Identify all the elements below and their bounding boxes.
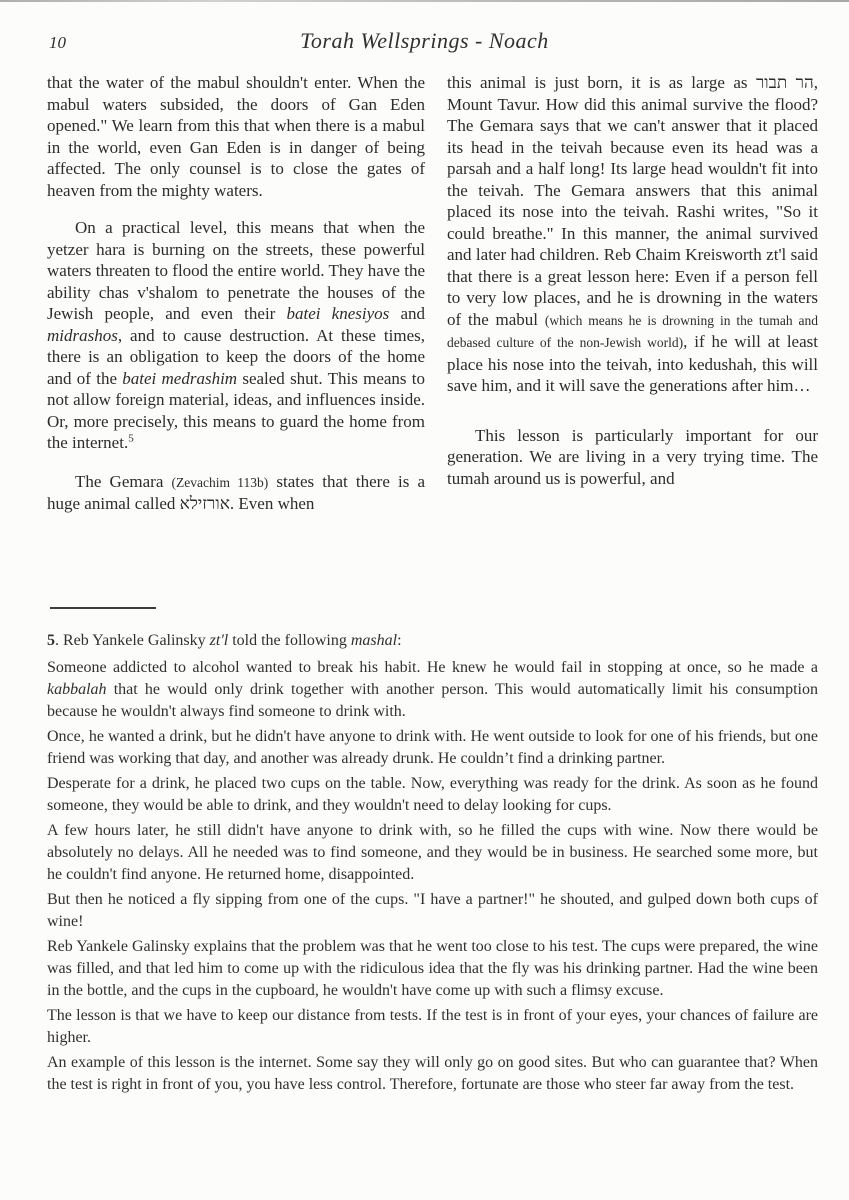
italic-term: batei knesiyos [286, 304, 390, 323]
page-number: 10 [49, 33, 66, 52]
footnote-paragraph: Desperate for a drink, he placed two cups on the table. Now, everything was ready for the drink. As soon as he found someone, they would be able to drink, and they wouldn't need to delay looking for cups. [47, 775, 818, 814]
text-segment: On a practical level, this means that when the yetzer hara is burning on the streets, these powerful waters threaten to flood the entire world. They have the ability chas v'shalom to penetrate the houses of the Jewish people, and even their [47, 218, 425, 323]
page-title: Torah Wellsprings - Noach [300, 28, 549, 53]
text-segment: Someone addicted to alcohol wanted to break his habit. He knew he would fail in stopping at once, so he made a [47, 659, 818, 676]
text-segment: , if he will at least place his nose into the teivah, into kedushah, this will save him, and it will save the generations after him… [447, 332, 818, 395]
italic-term: kabbalah [47, 681, 107, 698]
text-segment: : [397, 632, 402, 649]
scan-edge [0, 0, 849, 2]
parenthetical-note: (which means he is drowning in the tumah and debased culture of the non-Jewish world) [447, 312, 818, 350]
hebrew-text: הר תבור [755, 73, 814, 92]
footnote-paragraph: A few hours later, he still didn't have anyone to drink with, so he filled the cups with wine. Now there would be absolutely no delays. All he needed was to find someone, and they would be in business. He searched some more, but he couldn't find anyone. He returned home, disappointed. [47, 822, 818, 883]
text-segment: sealed shut. This means to not allow foreign material, ideas, and influences inside. Or, more precisely, this means to guard the home from the internet. [47, 368, 426, 452]
footnote-intro [47, 630, 818, 652]
footnotes-section [47, 630, 818, 1099]
body-paragraph: that the water of the mabul shouldn't enter. When the mabul waters subsided, the doors of Gan Eden opened." We learn from this that when there is a mabul in the world, even Gan Eden is in danger of being affected. The only counsel is to close the gates of heaven from the mighty waters. [47, 73, 425, 200]
talmud-citation: (Zevachim 113b) [171, 474, 269, 490]
body-paragraph: This lesson is particularly important for our generation. We are living in a very trying time. The tumah around us is powerful, and [447, 425, 818, 488]
text-segment: states that there is a huge animal called [47, 471, 426, 513]
footnote-paragraph [47, 657, 818, 723]
hebrew-text: אורזילא [179, 494, 230, 513]
footnote-number: 5 [47, 632, 55, 649]
text-segment: this animal is just born, it is as large as [447, 73, 756, 92]
text-segment: The Gemara [75, 471, 172, 491]
text-segment: , and to cause destruction. At these times, there is an obligation to keep the doors of the home and of the [47, 325, 425, 388]
footnote-paragraph: Reb Yankele Galinsky explains that the problem was that he went too close to his test. The cups were prepared, the wine was filled, and that led him to come up with the ridiculous idea that the fly was his drinking partner. Had the wine been in the bottle, and the cups in the cupboard, he wouldn't have come up with such a flimsy excuse. [47, 938, 818, 999]
body-paragraph [47, 217, 425, 454]
text-segment: , Mount Tavur. How did this animal survive the flood? The Gemara says that we can't answer that it placed its head in the teivah because even its head was a parsah and a half long! Its large head wouldn't fit into the teivah. The Gemara answers that this animal placed its nose into the teivah. Rashi writes, "So it could breathe." In this manner, the animal survived and later had children. Reb Chaim Kreisworth zt'l said that there is a great lesson here: Even if a person fell to very low places, and he is drowning in the waters of the mabul [447, 73, 818, 329]
text-segment: told the following [228, 632, 351, 649]
text-segment: . Even when [229, 494, 315, 513]
body-paragraph [47, 471, 425, 515]
footnote-reference: 5 [128, 432, 134, 445]
footnote-paragraph: The lesson is that we have to keep our distance from tests. If the test is in front of your eyes, your chances of failure are higher. [47, 1007, 818, 1046]
footnote-paragraph: Once, he wanted a drink, but he didn't have anyone to drink with. He went outside to look for one of his friends, but one friend was working that day, and another was already drunk. He couldn’t find a drinking partner. [47, 728, 818, 767]
italic-term: batei medrashim [122, 368, 238, 388]
footnote-paragraph: An example of this lesson is the internet. Some say they will only go on good sites. But who can guarantee that? When the test is right in front of you, you have less control. Therefore, fortunate are those who steer far away from the test. [47, 1054, 818, 1093]
italic-term: midrashos [47, 325, 118, 345]
left-column [47, 72, 425, 515]
text-segment: . Reb Yankele Galinsky [55, 632, 210, 649]
text-segment: and [389, 304, 426, 323]
text-segment: that he would only drink together with another person. This would automatically limit his consumption because he wouldn't always find someone to drink with. [47, 681, 818, 720]
body-paragraph [447, 72, 818, 397]
right-column [447, 72, 818, 489]
italic-term: mashal [350, 632, 398, 649]
italic-term: zt'l [209, 632, 229, 649]
footnote-divider [50, 607, 156, 609]
footnote-paragraph: But then he noticed a fly sipping from one of the cups. "I have a partner!" he shouted, and gulped down both cups of wine! [47, 891, 818, 930]
